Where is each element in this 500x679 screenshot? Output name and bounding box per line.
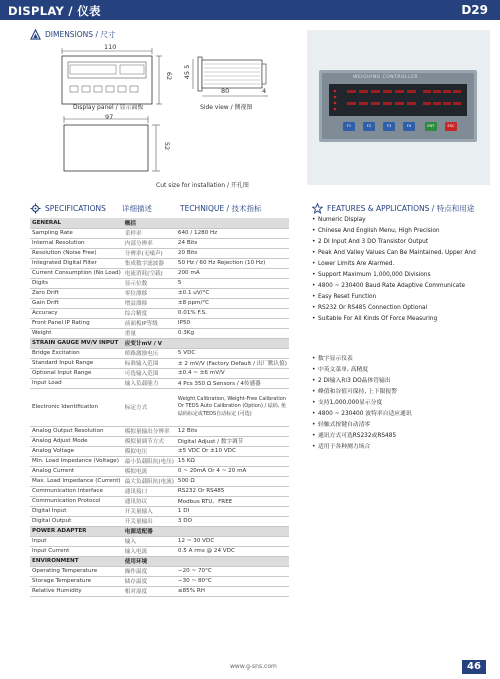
spec-row bbox=[30, 476, 289, 486]
gear-icon bbox=[30, 203, 41, 214]
spec-row bbox=[30, 348, 289, 358]
spec-cell-c2: 零位漂移 bbox=[123, 288, 176, 298]
spec-cell-c3: ±8 ppm/°C bbox=[176, 298, 289, 308]
feature-item: • Chinese And English Menu, High Precision bbox=[312, 226, 492, 237]
side-view-caption: Side view / 侧视图 bbox=[200, 104, 253, 111]
spec-row bbox=[30, 298, 289, 308]
spec-row bbox=[30, 358, 289, 368]
spec-cell-c2: 操作温度 bbox=[123, 566, 176, 576]
spec-row bbox=[30, 536, 289, 546]
dim-depth-80: 80 bbox=[221, 87, 230, 95]
spec-group-row bbox=[30, 338, 289, 348]
spec-cell-c1: Input Load bbox=[30, 378, 123, 388]
spec-cell-c2: 电源适配器 bbox=[123, 526, 176, 536]
spec-row bbox=[30, 318, 289, 328]
spec-cell-c3 bbox=[176, 556, 289, 566]
spec-cell-c3: 20 Bits bbox=[176, 248, 289, 258]
spec-cell-c1: Optional Input Range bbox=[30, 368, 123, 378]
spec-cell-c2: 集成数字滤波器 bbox=[123, 258, 176, 268]
page-header bbox=[0, 0, 500, 20]
page-title: DISPLAY / 仪表 bbox=[8, 4, 101, 18]
spec-cell-c1: Operating Temperature bbox=[30, 566, 123, 576]
spec-cell-c2: 分辨率(无噪声) bbox=[123, 248, 176, 258]
spec-row bbox=[30, 566, 289, 576]
spec-cell-c1: STRAIN GAUGE MV/V INPUT bbox=[30, 338, 123, 348]
spec-cell-c3 bbox=[176, 526, 289, 536]
dim-width-110: 110 bbox=[104, 43, 117, 51]
spec-cell-c1: Internal Resolution bbox=[30, 238, 123, 248]
spec-cell-c2: 标定方式 bbox=[123, 388, 176, 426]
spec-cell-c1: Analog Output Resolution bbox=[30, 426, 123, 436]
spec-cell-c2: 前面板IP等级 bbox=[123, 318, 176, 328]
spec-row bbox=[30, 258, 289, 268]
spec-cell-c3: ≤85% RH bbox=[176, 586, 289, 596]
feature-item: • Easy Reset Function bbox=[312, 292, 492, 303]
key-f2: F2 bbox=[366, 124, 372, 128]
spec-cell-c2: 桥路激励电压 bbox=[123, 348, 176, 358]
spec-cell-c3: 0.5 A rms @ 24 VDC bbox=[176, 546, 289, 556]
feature-item: • Peak And Valley Values Can Be Maintained. Upper And bbox=[312, 248, 492, 259]
spec-cell-c3 bbox=[176, 338, 289, 348]
spec-cell-c3: 500 Ω bbox=[176, 476, 289, 486]
spec-cell-c3: Weight Calibration, Weight-Free Calibration Or TEDS Auto Calibration (Option) / 砝码, 免砝码标定或TEDS自动标定 (可选) bbox=[176, 388, 289, 426]
spec-row bbox=[30, 506, 289, 516]
spec-cell-c3: 12 ~ 30 VDC bbox=[176, 536, 289, 546]
spec-cell-c2: 通讯协议 bbox=[123, 496, 176, 506]
specifications-heading: SPECIFICATIONS bbox=[30, 203, 106, 214]
spec-cell-c1: Resolution (Noise Free) bbox=[30, 248, 123, 258]
spec-row bbox=[30, 288, 289, 298]
spec-cell-c2: 采样率 bbox=[123, 228, 176, 238]
spec-cell-c1: GENERAL bbox=[30, 218, 123, 228]
spec-cell-c1: POWER ADAPTER bbox=[30, 526, 123, 536]
spec-cell-c2: 模拟电压 bbox=[123, 446, 176, 456]
spec-cell-c2: 开关量输出 bbox=[123, 516, 176, 526]
page-number: 46 bbox=[462, 660, 486, 674]
spec-cell-c2: 重量 bbox=[123, 328, 176, 338]
features-list-cn bbox=[312, 354, 492, 453]
dim-cutout-52: 52 bbox=[163, 141, 172, 151]
feature-item: • 2 DI输入和3 DO晶体管输出 bbox=[312, 376, 492, 387]
key-esc: ESC bbox=[447, 124, 455, 128]
spec-cell-c1: Front Panel IP Rating bbox=[30, 318, 123, 328]
cutout-drawing bbox=[56, 115, 176, 177]
spec-cell-c2: 通讯接口 bbox=[123, 486, 176, 496]
feature-item: • RS232 Or RS485 Connection Optional bbox=[312, 303, 492, 314]
spec-cell-c3: ±0.4 ~ ±6 mV/V bbox=[176, 368, 289, 378]
spec-cell-c1: Current Consumption (No Load) bbox=[32, 270, 121, 276]
feature-item: • Suitable For All Kinds Of Force Measuring bbox=[312, 314, 492, 325]
spec-cell-c2: 开关量输入 bbox=[123, 506, 176, 516]
spec-cell-c3: ± 2 mV/V (Factory Default / 出厂默认值) bbox=[176, 358, 289, 368]
spec-cell-c1: Relative Humidity bbox=[30, 586, 123, 596]
spec-row bbox=[30, 586, 289, 596]
spec-row bbox=[30, 426, 289, 436]
spec-cell-c1: Analog Adjust Mode bbox=[30, 436, 123, 446]
spec-cell-c1: Input bbox=[30, 536, 123, 546]
specifications-table bbox=[30, 218, 289, 597]
spec-cell-c3: −30 ~ 80°C bbox=[176, 576, 289, 586]
spec-cell-c3: 5 bbox=[176, 278, 289, 288]
spec-row bbox=[30, 516, 289, 526]
spec-cell-c1: Digits bbox=[30, 278, 123, 288]
spec-row bbox=[30, 446, 289, 456]
feature-item: • 4800 ~ 230400 波特率自适应通讯 bbox=[312, 409, 492, 420]
spec-row bbox=[30, 368, 289, 378]
spec-cell-c1: Sampling Rate bbox=[30, 228, 123, 238]
spec-cell-c3: 12 Bits bbox=[176, 426, 289, 436]
spec-row bbox=[30, 238, 289, 248]
feature-item: • 2 DI Input And 3 DO Transistor Output bbox=[312, 237, 492, 248]
key-f1: F1 bbox=[346, 124, 352, 128]
spec-cell-c2: 使用环境 bbox=[123, 556, 176, 566]
spec-cell-c1: Integrated Digital Filter bbox=[30, 258, 123, 268]
spec-row bbox=[30, 576, 289, 586]
spec-cell-c1: Communication Interface bbox=[30, 486, 123, 496]
spec-cell-c1: Electronic Identification bbox=[30, 388, 123, 426]
feature-item: • Numeric Display bbox=[312, 215, 492, 226]
spec-cell-c3: 0 ~ 20mA Or 4 ~ 20 mA bbox=[176, 466, 289, 476]
spec-cell-c1: Input Current bbox=[30, 546, 123, 556]
spec-cell-c1: Weight bbox=[30, 328, 123, 338]
spec-cell-c3: 640 / 1280 Hz bbox=[176, 228, 289, 238]
spec-cell-c1: Communication Protocol bbox=[30, 496, 123, 506]
spec-cell-c2: 储存温度 bbox=[123, 576, 176, 586]
spec-cell-c2: 增益漂移 bbox=[123, 298, 176, 308]
spec-cell-c3: IP50 bbox=[176, 318, 289, 328]
spec-row bbox=[30, 248, 289, 258]
spec-cell-c2: 内部分辨率 bbox=[123, 238, 176, 248]
feature-item: • 峰值和谷值可保持, 上下限报警 bbox=[312, 387, 492, 398]
spec-cell-c1: Digital Input bbox=[30, 506, 123, 516]
spec-group-row bbox=[30, 556, 289, 566]
spec-cell-c1: Accuracy bbox=[30, 308, 123, 318]
spec-row bbox=[30, 466, 289, 476]
spec-row bbox=[30, 378, 289, 388]
spec-cell-c3: 50 Hz / 60 Hz Rejection (10 Hz) bbox=[176, 258, 289, 268]
feature-item: • 通讯方式可选RS232或RS485 bbox=[312, 431, 492, 442]
device-label: WEIGHING CONTROLLER bbox=[353, 75, 419, 80]
spec-cell-c1: Gain Drift bbox=[30, 298, 123, 308]
spec-row bbox=[30, 278, 289, 288]
spec-cell-c1: Zero Drift bbox=[30, 288, 123, 298]
spec-cell-c2: 最小负载阻抗(电压) bbox=[123, 456, 176, 466]
spec-cell-c1: Analog Current bbox=[30, 466, 123, 476]
spec-cell-c2: 输入电流 bbox=[123, 546, 176, 556]
feature-item: • Support Maximum 1,000,000 Divisions bbox=[312, 270, 492, 281]
spec-cell-c2: 可选输入范围 bbox=[123, 368, 176, 378]
spec-cell-c3: 0.01% F.S. bbox=[176, 308, 289, 318]
spec-cell-c3: Modbus RTU、FREE bbox=[176, 496, 289, 506]
spec-row bbox=[30, 546, 289, 556]
feature-item: • 支持1,000,000显示分度 bbox=[312, 398, 492, 409]
ruler-triangle-icon bbox=[30, 29, 41, 40]
star-icon bbox=[312, 203, 323, 214]
spec-cell-c3: 200 mA bbox=[176, 268, 289, 278]
spec-cell-c3: RS232 Or RS485 bbox=[176, 486, 289, 496]
feature-item: • 数字显示仪表 bbox=[312, 354, 492, 365]
spec-cell-c1: ENVIRONMENT bbox=[30, 556, 123, 566]
spec-cell-c2: 标准输入范围 bbox=[123, 358, 176, 368]
spec-row bbox=[30, 456, 289, 466]
spec-cell-c1: Analog Voltage bbox=[30, 446, 123, 456]
spec-cell-c3: Digital Adjust / 数字调节 bbox=[176, 436, 289, 446]
key-ent: ENT bbox=[427, 124, 435, 128]
spec-cell-c2: 显示位数 bbox=[123, 278, 176, 288]
spec-cell-c3: 3 DO bbox=[176, 516, 289, 526]
spec-row bbox=[30, 486, 289, 496]
spec-cell-c3: ±0.1 uV/°C bbox=[176, 288, 289, 298]
spec-cell-c3: 5 VDC bbox=[176, 348, 289, 358]
display-panel-caption: Display panel / 显示面板 bbox=[73, 104, 144, 111]
spec-cell-c2: 模拟电流 bbox=[123, 466, 176, 476]
spec-cell-c1: Min. Load Impedance (Voltage) bbox=[30, 456, 123, 466]
spec-cell-c2: 输入负载能力 bbox=[123, 378, 176, 388]
spec-cell-c2: 相对湿度 bbox=[123, 586, 176, 596]
spec-group-row bbox=[30, 218, 289, 228]
spec-cell-c3: 0.3Kg bbox=[176, 328, 289, 338]
spec-cell-c3: 15 KΩ bbox=[176, 456, 289, 466]
spec-cell-c2: 模拟量调节方式 bbox=[123, 436, 176, 446]
side-view-drawing bbox=[190, 55, 272, 105]
spec-cell-c3: ±5 VDC Or ±10 VDC bbox=[176, 446, 289, 456]
spec-cell-c2: 模拟量输出分辨率 bbox=[123, 426, 176, 436]
spec-cell-c3: 1 DI bbox=[176, 506, 289, 516]
technique-heading: TECHNIQUE / 技术指标 bbox=[180, 204, 262, 213]
spec-cell-c1: Digital Output bbox=[30, 516, 123, 526]
key-f3: F3 bbox=[386, 124, 392, 128]
spec-row bbox=[30, 228, 289, 238]
spec-row bbox=[30, 308, 289, 318]
device-photo bbox=[307, 30, 490, 185]
spec-cell-c2: 电流消耗(空载) bbox=[123, 268, 176, 278]
features-heading: FEATURES & APPLICATIONS / 特点和用途 bbox=[312, 203, 474, 214]
key-f4: F4 bbox=[406, 124, 412, 128]
specifications-heading-cn: 详细描述 bbox=[122, 204, 152, 213]
dim-height-62: 62 bbox=[165, 71, 174, 81]
feature-item: • 适用于各种测力场合 bbox=[312, 442, 492, 453]
spec-cell-c2: 输入 bbox=[123, 536, 176, 546]
features-list-en bbox=[312, 215, 492, 325]
spec-cell-c2: 应变计mV / V bbox=[123, 338, 176, 348]
spec-cell-c1: Standard Input Range bbox=[30, 358, 123, 368]
spec-cell-c3: 4 Pcs 350 Ω Sensors / 4传感器 bbox=[176, 378, 289, 388]
feature-item: • 中英文菜单, 高精度 bbox=[312, 365, 492, 376]
feature-item: • 4800 ~ 230400 Baud Rate Adaptive Communicate bbox=[312, 281, 492, 292]
spec-cell-c3 bbox=[176, 218, 289, 228]
spec-row bbox=[30, 328, 289, 338]
spec-cell-c3: −20 ~ 70°C bbox=[176, 566, 289, 576]
spec-cell-c1: Max. Load Impedance (Current) bbox=[30, 476, 123, 486]
spec-cell-c2: 综合精度 bbox=[123, 308, 176, 318]
spec-group-row bbox=[30, 526, 289, 536]
spec-row bbox=[30, 496, 289, 506]
dimensions-heading: DIMENSIONS / 尺寸 bbox=[30, 29, 115, 40]
footer-url: www.g-sns.com bbox=[230, 663, 277, 670]
dim-cutout-97: 97 bbox=[105, 113, 114, 121]
spec-row bbox=[30, 268, 289, 278]
feature-item: • 轻触式按键自动清零 bbox=[312, 420, 492, 431]
model-number: D29 bbox=[461, 3, 488, 17]
spec-cell-c2: 概括 bbox=[123, 218, 176, 228]
spec-row bbox=[30, 436, 289, 446]
spec-cell-c3: 24 Bits bbox=[176, 238, 289, 248]
spec-cell-c1: Storage Temperature bbox=[30, 576, 123, 586]
feature-item: • Lower Limits Are Alarmed. bbox=[312, 259, 492, 270]
spec-row bbox=[30, 388, 289, 426]
dim-depth-45-5: 45 5 bbox=[183, 64, 192, 80]
cutout-caption: Cut size for installation / 开孔图 bbox=[156, 182, 249, 189]
dim-depth-4: 4 bbox=[262, 87, 267, 95]
spec-cell-c2: 最大负载阻抗(电流) bbox=[123, 476, 176, 486]
spec-cell-c1: Bridge Excitation bbox=[30, 348, 123, 358]
